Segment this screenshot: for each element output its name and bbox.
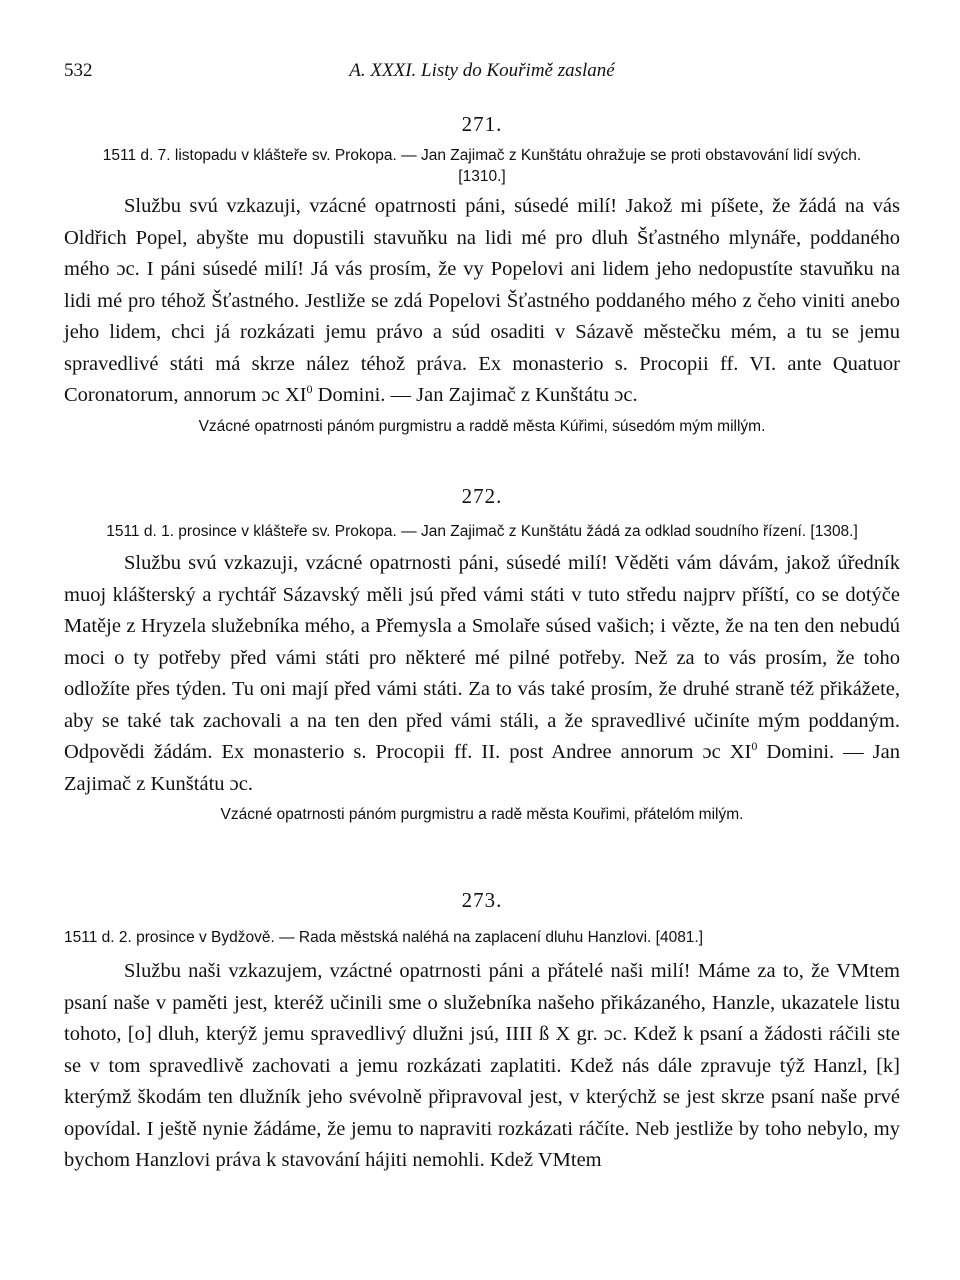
letter-text: Službu naši vzkazujem, vzáctné opatrnosti páni a přátelé naši milí! Máme za to, že VMtem psaní naše v paměti jest, kteréž učinili sme o služebníka našeho přikázaného, Hanzle, ukazatele listu tohoto, [o] dluh, kterýž jemu spravedlivý dlužni jsú, IIII ß X gr. ɔc. Kdež k psaní a žádosti ráčili ste se v tom spravedlivě zachovati a jemu rozkázati zaplatiti. Kdež nás dále zpravuje týž Hanzl, [k] kterýmž škodám ten dlužník jeho svévolně připravoval jest, v kterýchž se jest skrze psaní naše prvé opovídal. I ještě nynie žádáme, že jemu to napraviti rozkázati ráčíte. Neb jestliže by toho nebylo, my bychom Hanzlovi práva k stavování hájiti nemohli. Kdež VMtem [64, 960, 900, 1171]
letter-text: Službu svú vzkazuji, vzácné opatrnosti páni, súsedé milí! Věděti vám dávám, jakož úředník muoj klášterský a rychtář Sázavský měli jsú před vámi státi v tuto středu najprv příští, co se dotýče Matěje z Hryzela služebníka mého, a Přemysla a Smolaře súsed vašich; i vězte, že na ten den nebudú moci o ty potřeby před vámi státi pro některé mé pilné potřeby. Než za to vás prosím, že toho odložíte přes týden. Tu oni mají před vámi státi. Za to vás také prosím, že druhé straně též přikážete, aby se také tak zachovali a na ten den před vámi stáli, a že spravedlivé učiníte mým poddaným. Odpovědi žádám. Ex monasterio s. Procopii ff. II. post Andree annorum ɔc XI [64, 552, 900, 763]
letter-body [64, 191, 900, 412]
document-entry-271 [64, 112, 900, 438]
address-line: Vzácné opatrnosti pánóm purgmistru a raddě města Kúřimi, súsedóm mým millým. [198, 417, 766, 435]
page-number: 532 [64, 60, 93, 81]
superscript: 0 [751, 739, 758, 754]
document-number: 273. [461, 888, 503, 912]
letter-body [64, 548, 900, 800]
address-line: Vzácné opatrnosti pánóm purgmistru a radě města Kouřimi, přátelóm milým. [220, 806, 744, 823]
running-title: A. XXXI. Listy do Kouřimě zaslané [349, 60, 615, 81]
regest: 1511 d. 2. prosince v Bydžově. — Rada městská naléhá na zaplacení dluhu Hanzlovi. [4081.] [64, 929, 704, 946]
page-header [64, 60, 900, 88]
letter-text-end: Domini. — Jan Zajimač z Kunštátu ɔc. [64, 741, 901, 795]
letter-body [64, 956, 900, 1177]
letter-text: Službu svú vzkazuji, vzácné opatrnosti páni, súsedé milí! Jakož mi píšete, že žádá na vás Oldřich Popel, abyšte mu dopustili stavuňku na lidi mé pro dluh Šťastného mlynáře, poddaného mého ɔc. I páni súsedé milí! Já vás prosím, že vy Popelovi ani lidem jeho nedopustíte stavuňku na lidi mé pro téhož Šťastného. Jestliže se zdá Popelovi Šťastného poddaného mého z čeho viniti anebo jeho lidem, chci já rozkázati jemu právo a súd osaditi v Sázavě městečku mém, a tu se jemu spravedlivé státi má skrze nález téhož práva. Ex monasterio s. Procopii ff. VI. ante Quatuor Coronatorum, annorum ɔc XI [64, 195, 900, 406]
superscript: 0 [306, 382, 313, 397]
regest: 1511 d. 1. prosince v klášteře sv. Prokopa. — Jan Zajimač z Kunštátu žádá za odklad soudního řízení. [1308.] [106, 523, 858, 540]
document-entry-273 [64, 888, 900, 1177]
document-entry-272 [64, 484, 900, 826]
document-number: 271. [461, 112, 503, 136]
regest: 1511 d. 7. listopadu v klášteře sv. Prokopa. — Jan Zajimač z Kunštátu ohražuje se proti obstavování lidí svých. [1310.] [102, 147, 862, 185]
letter-text-end: Domini. — Jan Zajimač z Kunštátu ɔc. [312, 384, 638, 406]
document-number: 272. [461, 484, 503, 508]
